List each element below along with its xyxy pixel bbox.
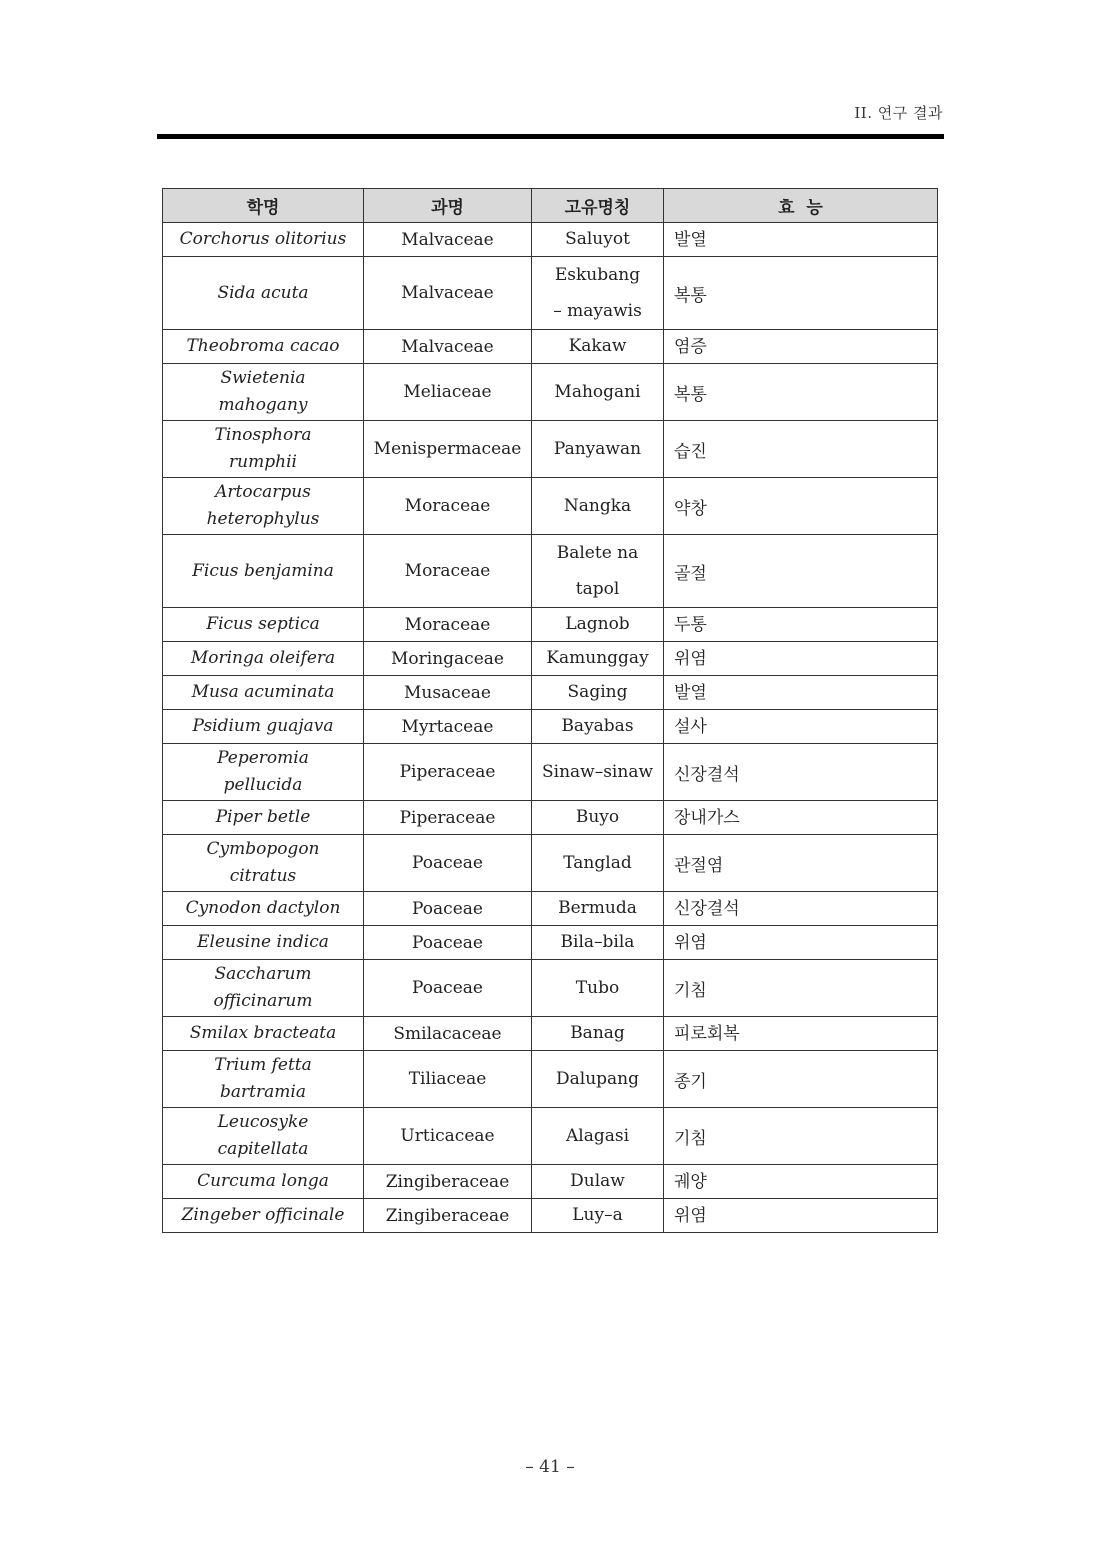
family-cell: Moraceae bbox=[364, 608, 532, 642]
effect-cell: 관절염 bbox=[664, 835, 938, 892]
scientific-name-cell bbox=[163, 1108, 364, 1165]
local-name-text: Alagasi bbox=[565, 1125, 630, 1146]
local-name-cell bbox=[532, 801, 664, 835]
local-name-cell bbox=[532, 642, 664, 676]
table-row bbox=[163, 364, 938, 421]
scientific-name-text: Swietenia bbox=[220, 368, 306, 388]
column-header-family: 과명 bbox=[364, 189, 532, 223]
scientific-name-cell bbox=[163, 364, 364, 421]
effect-cell: 약창 bbox=[664, 478, 938, 535]
table-row bbox=[163, 892, 938, 926]
local-name-text: Bermuda bbox=[558, 898, 637, 918]
effect-cell: 궤양 bbox=[664, 1165, 938, 1199]
family-cell: Zingiberaceae bbox=[364, 1199, 532, 1233]
scientific-name-cell bbox=[163, 892, 364, 926]
family-cell: Piperaceae bbox=[364, 801, 532, 835]
family-cell: Moraceae bbox=[364, 478, 532, 535]
family-cell: Myrtaceae bbox=[364, 710, 532, 744]
scientific-name-cell bbox=[163, 676, 364, 710]
scientific-name-text: capitellata bbox=[217, 1139, 309, 1159]
scientific-name-cell bbox=[163, 1051, 364, 1108]
family-cell: Moraceae bbox=[364, 535, 532, 608]
medicinal-plants-table bbox=[162, 188, 938, 1233]
scientific-name-text: Leucosyke bbox=[217, 1112, 309, 1132]
local-name-cell bbox=[532, 710, 664, 744]
family-cell: Poaceae bbox=[364, 892, 532, 926]
local-name-cell bbox=[532, 1108, 664, 1165]
family-cell: Smilacaceae bbox=[364, 1017, 532, 1051]
local-name-cell bbox=[532, 608, 664, 642]
family-cell: Malvaceae bbox=[364, 257, 532, 330]
effect-cell: 설사 bbox=[664, 710, 938, 744]
local-name-cell bbox=[532, 364, 664, 421]
column-header-local-name: 고유명칭 bbox=[532, 189, 664, 223]
table-row bbox=[163, 223, 938, 257]
column-header-effect: 효 능 bbox=[664, 189, 938, 223]
local-name-cell bbox=[532, 1199, 664, 1233]
header-rule bbox=[157, 134, 944, 139]
local-name-text: Saluyot bbox=[565, 229, 630, 249]
scientific-name-text: heterophylus bbox=[206, 509, 320, 529]
scientific-name-cell bbox=[163, 1165, 364, 1199]
scientific-name-cell bbox=[163, 608, 364, 642]
scientific-name-cell bbox=[163, 801, 364, 835]
effect-cell: 장내가스 bbox=[664, 801, 938, 835]
scientific-name-cell bbox=[163, 1017, 364, 1051]
table-row bbox=[163, 1017, 938, 1051]
scientific-name-text: Cynodon dactylon bbox=[185, 898, 341, 918]
table-row bbox=[163, 535, 938, 608]
local-name-text: tapol bbox=[575, 578, 620, 599]
table-row bbox=[163, 1108, 938, 1165]
local-name-cell bbox=[532, 330, 664, 364]
scientific-name-text: Cymbopogon bbox=[206, 839, 320, 859]
local-name-text: Kakaw bbox=[568, 336, 627, 356]
local-name-cell bbox=[532, 1017, 664, 1051]
scientific-name-cell bbox=[163, 478, 364, 535]
scientific-name-cell bbox=[163, 744, 364, 801]
local-name-cell bbox=[532, 1165, 664, 1199]
local-name-text: Bayabas bbox=[561, 716, 634, 736]
scientific-name-text: Saccharum bbox=[214, 964, 312, 984]
effect-cell: 신장결석 bbox=[664, 744, 938, 801]
scientific-name-text: mahogany bbox=[218, 395, 308, 415]
scientific-name-cell bbox=[163, 642, 364, 676]
table-row bbox=[163, 257, 938, 330]
family-cell: Meliaceae bbox=[364, 364, 532, 421]
effect-cell: 위염 bbox=[664, 926, 938, 960]
local-name-text: Eskubang bbox=[554, 264, 641, 285]
effect-cell: 염증 bbox=[664, 330, 938, 364]
family-cell: Urticaceae bbox=[364, 1108, 532, 1165]
local-name-text: – mayawis bbox=[553, 300, 642, 321]
local-name-text: Tubo bbox=[575, 977, 620, 998]
local-name-text: Sinaw–sinaw bbox=[541, 761, 653, 782]
local-name-cell bbox=[532, 421, 664, 478]
scientific-name-cell bbox=[163, 223, 364, 257]
scientific-name-text: Eleusine indica bbox=[197, 932, 329, 952]
local-name-text: Panyawan bbox=[553, 438, 642, 459]
family-cell: Malvaceae bbox=[364, 330, 532, 364]
table-row bbox=[163, 642, 938, 676]
effect-cell: 발열 bbox=[664, 223, 938, 257]
effect-cell: 신장결석 bbox=[664, 892, 938, 926]
scientific-name-cell bbox=[163, 330, 364, 364]
scientific-name-text: Curcuma longa bbox=[197, 1171, 329, 1191]
scientific-name-text: bartramia bbox=[220, 1082, 306, 1102]
table-row bbox=[163, 744, 938, 801]
local-name-cell bbox=[532, 223, 664, 257]
scientific-name-text: Ficus septica bbox=[206, 614, 320, 634]
scientific-name-text: pellucida bbox=[223, 775, 303, 795]
local-name-text: Luy–a bbox=[572, 1205, 623, 1225]
effect-cell: 습진 bbox=[664, 421, 938, 478]
table-row bbox=[163, 835, 938, 892]
scientific-name-text: officinarum bbox=[213, 991, 313, 1011]
scientific-name-text: citratus bbox=[229, 866, 297, 886]
effect-cell: 복통 bbox=[664, 364, 938, 421]
scientific-name-text: Trium fetta bbox=[214, 1055, 312, 1075]
local-name-text: Kamunggay bbox=[546, 648, 649, 668]
local-name-cell bbox=[532, 926, 664, 960]
local-name-cell bbox=[532, 478, 664, 535]
scientific-name-text: Smilax bracteata bbox=[189, 1023, 337, 1043]
effect-cell: 발열 bbox=[664, 676, 938, 710]
effect-cell: 종기 bbox=[664, 1051, 938, 1108]
local-name-text: Dalupang bbox=[556, 1068, 639, 1089]
effect-cell: 위염 bbox=[664, 642, 938, 676]
table-row bbox=[163, 608, 938, 642]
scientific-name-text: Psidium guajava bbox=[192, 716, 334, 736]
table-body bbox=[163, 223, 938, 1233]
family-cell: Poaceae bbox=[364, 835, 532, 892]
table-row bbox=[163, 676, 938, 710]
scientific-name-cell bbox=[163, 835, 364, 892]
local-name-text: Buyo bbox=[575, 807, 620, 827]
table-row bbox=[163, 960, 938, 1017]
effect-cell: 복통 bbox=[664, 257, 938, 330]
page-number: – 41 – bbox=[525, 1457, 575, 1477]
family-cell: Musaceae bbox=[364, 676, 532, 710]
scientific-name-cell bbox=[163, 1199, 364, 1233]
scientific-name-text: rumphii bbox=[229, 452, 297, 472]
scientific-name-text: Corchorus olitorius bbox=[179, 229, 347, 249]
scientific-name-cell bbox=[163, 535, 364, 608]
table-row bbox=[163, 1051, 938, 1108]
scientific-name-text: Peperomia bbox=[217, 748, 309, 768]
local-name-text: Banag bbox=[570, 1023, 625, 1043]
scientific-name-text: Theobroma cacao bbox=[186, 336, 340, 356]
effect-cell: 피로회복 bbox=[664, 1017, 938, 1051]
local-name-cell bbox=[532, 960, 664, 1017]
table-row bbox=[163, 710, 938, 744]
table-row bbox=[163, 1199, 938, 1233]
family-cell: Piperaceae bbox=[364, 744, 532, 801]
table-row bbox=[163, 421, 938, 478]
local-name-text: Tanglad bbox=[563, 852, 632, 873]
family-cell: Poaceae bbox=[364, 926, 532, 960]
effect-cell: 기침 bbox=[664, 960, 938, 1017]
effect-cell: 위염 bbox=[664, 1199, 938, 1233]
scientific-name-text: Zingeber officinale bbox=[181, 1205, 345, 1225]
family-cell: Zingiberaceae bbox=[364, 1165, 532, 1199]
scientific-name-cell bbox=[163, 926, 364, 960]
local-name-text: Saging bbox=[567, 682, 628, 702]
table-row bbox=[163, 478, 938, 535]
local-name-text: Mahogani bbox=[554, 381, 641, 402]
local-name-cell bbox=[532, 257, 664, 330]
table-header-row bbox=[163, 189, 938, 223]
family-cell: Menispermaceae bbox=[364, 421, 532, 478]
scientific-name-cell bbox=[163, 257, 364, 330]
effect-cell: 두통 bbox=[664, 608, 938, 642]
local-name-cell bbox=[532, 892, 664, 926]
local-name-cell bbox=[532, 835, 664, 892]
local-name-cell bbox=[532, 744, 664, 801]
local-name-cell bbox=[532, 1051, 664, 1108]
scientific-name-text: Ficus benjamina bbox=[192, 560, 334, 581]
family-cell: Moringaceae bbox=[364, 642, 532, 676]
running-header: II. 연구 결과 bbox=[854, 104, 943, 122]
local-name-text: Balete na bbox=[556, 542, 639, 563]
effect-cell: 골절 bbox=[664, 535, 938, 608]
scientific-name-text: Musa acuminata bbox=[191, 682, 335, 702]
local-name-cell bbox=[532, 676, 664, 710]
table-row bbox=[163, 801, 938, 835]
scientific-name-text: Piper betle bbox=[215, 807, 311, 827]
family-cell: Tiliaceae bbox=[364, 1051, 532, 1108]
family-cell: Malvaceae bbox=[364, 223, 532, 257]
effect-cell: 기침 bbox=[664, 1108, 938, 1165]
scientific-name-cell bbox=[163, 960, 364, 1017]
scientific-name-text: Artocarpus bbox=[215, 482, 311, 502]
local-name-text: Nangka bbox=[563, 495, 632, 516]
local-name-cell bbox=[532, 535, 664, 608]
table-row bbox=[163, 330, 938, 364]
table-row bbox=[163, 926, 938, 960]
table-row bbox=[163, 1165, 938, 1199]
local-name-text: Dulaw bbox=[570, 1171, 625, 1191]
scientific-name-cell bbox=[163, 421, 364, 478]
local-name-text: Bila–bila bbox=[560, 932, 635, 952]
local-name-text: Lagnob bbox=[565, 614, 630, 634]
scientific-name-cell bbox=[163, 710, 364, 744]
scientific-name-text: Tinosphora bbox=[214, 425, 312, 445]
scientific-name-text: Moringa oleifera bbox=[190, 648, 336, 668]
scientific-name-text: Sida acuta bbox=[217, 282, 309, 303]
family-cell: Poaceae bbox=[364, 960, 532, 1017]
column-header-scientific-name: 학명 bbox=[163, 189, 364, 223]
